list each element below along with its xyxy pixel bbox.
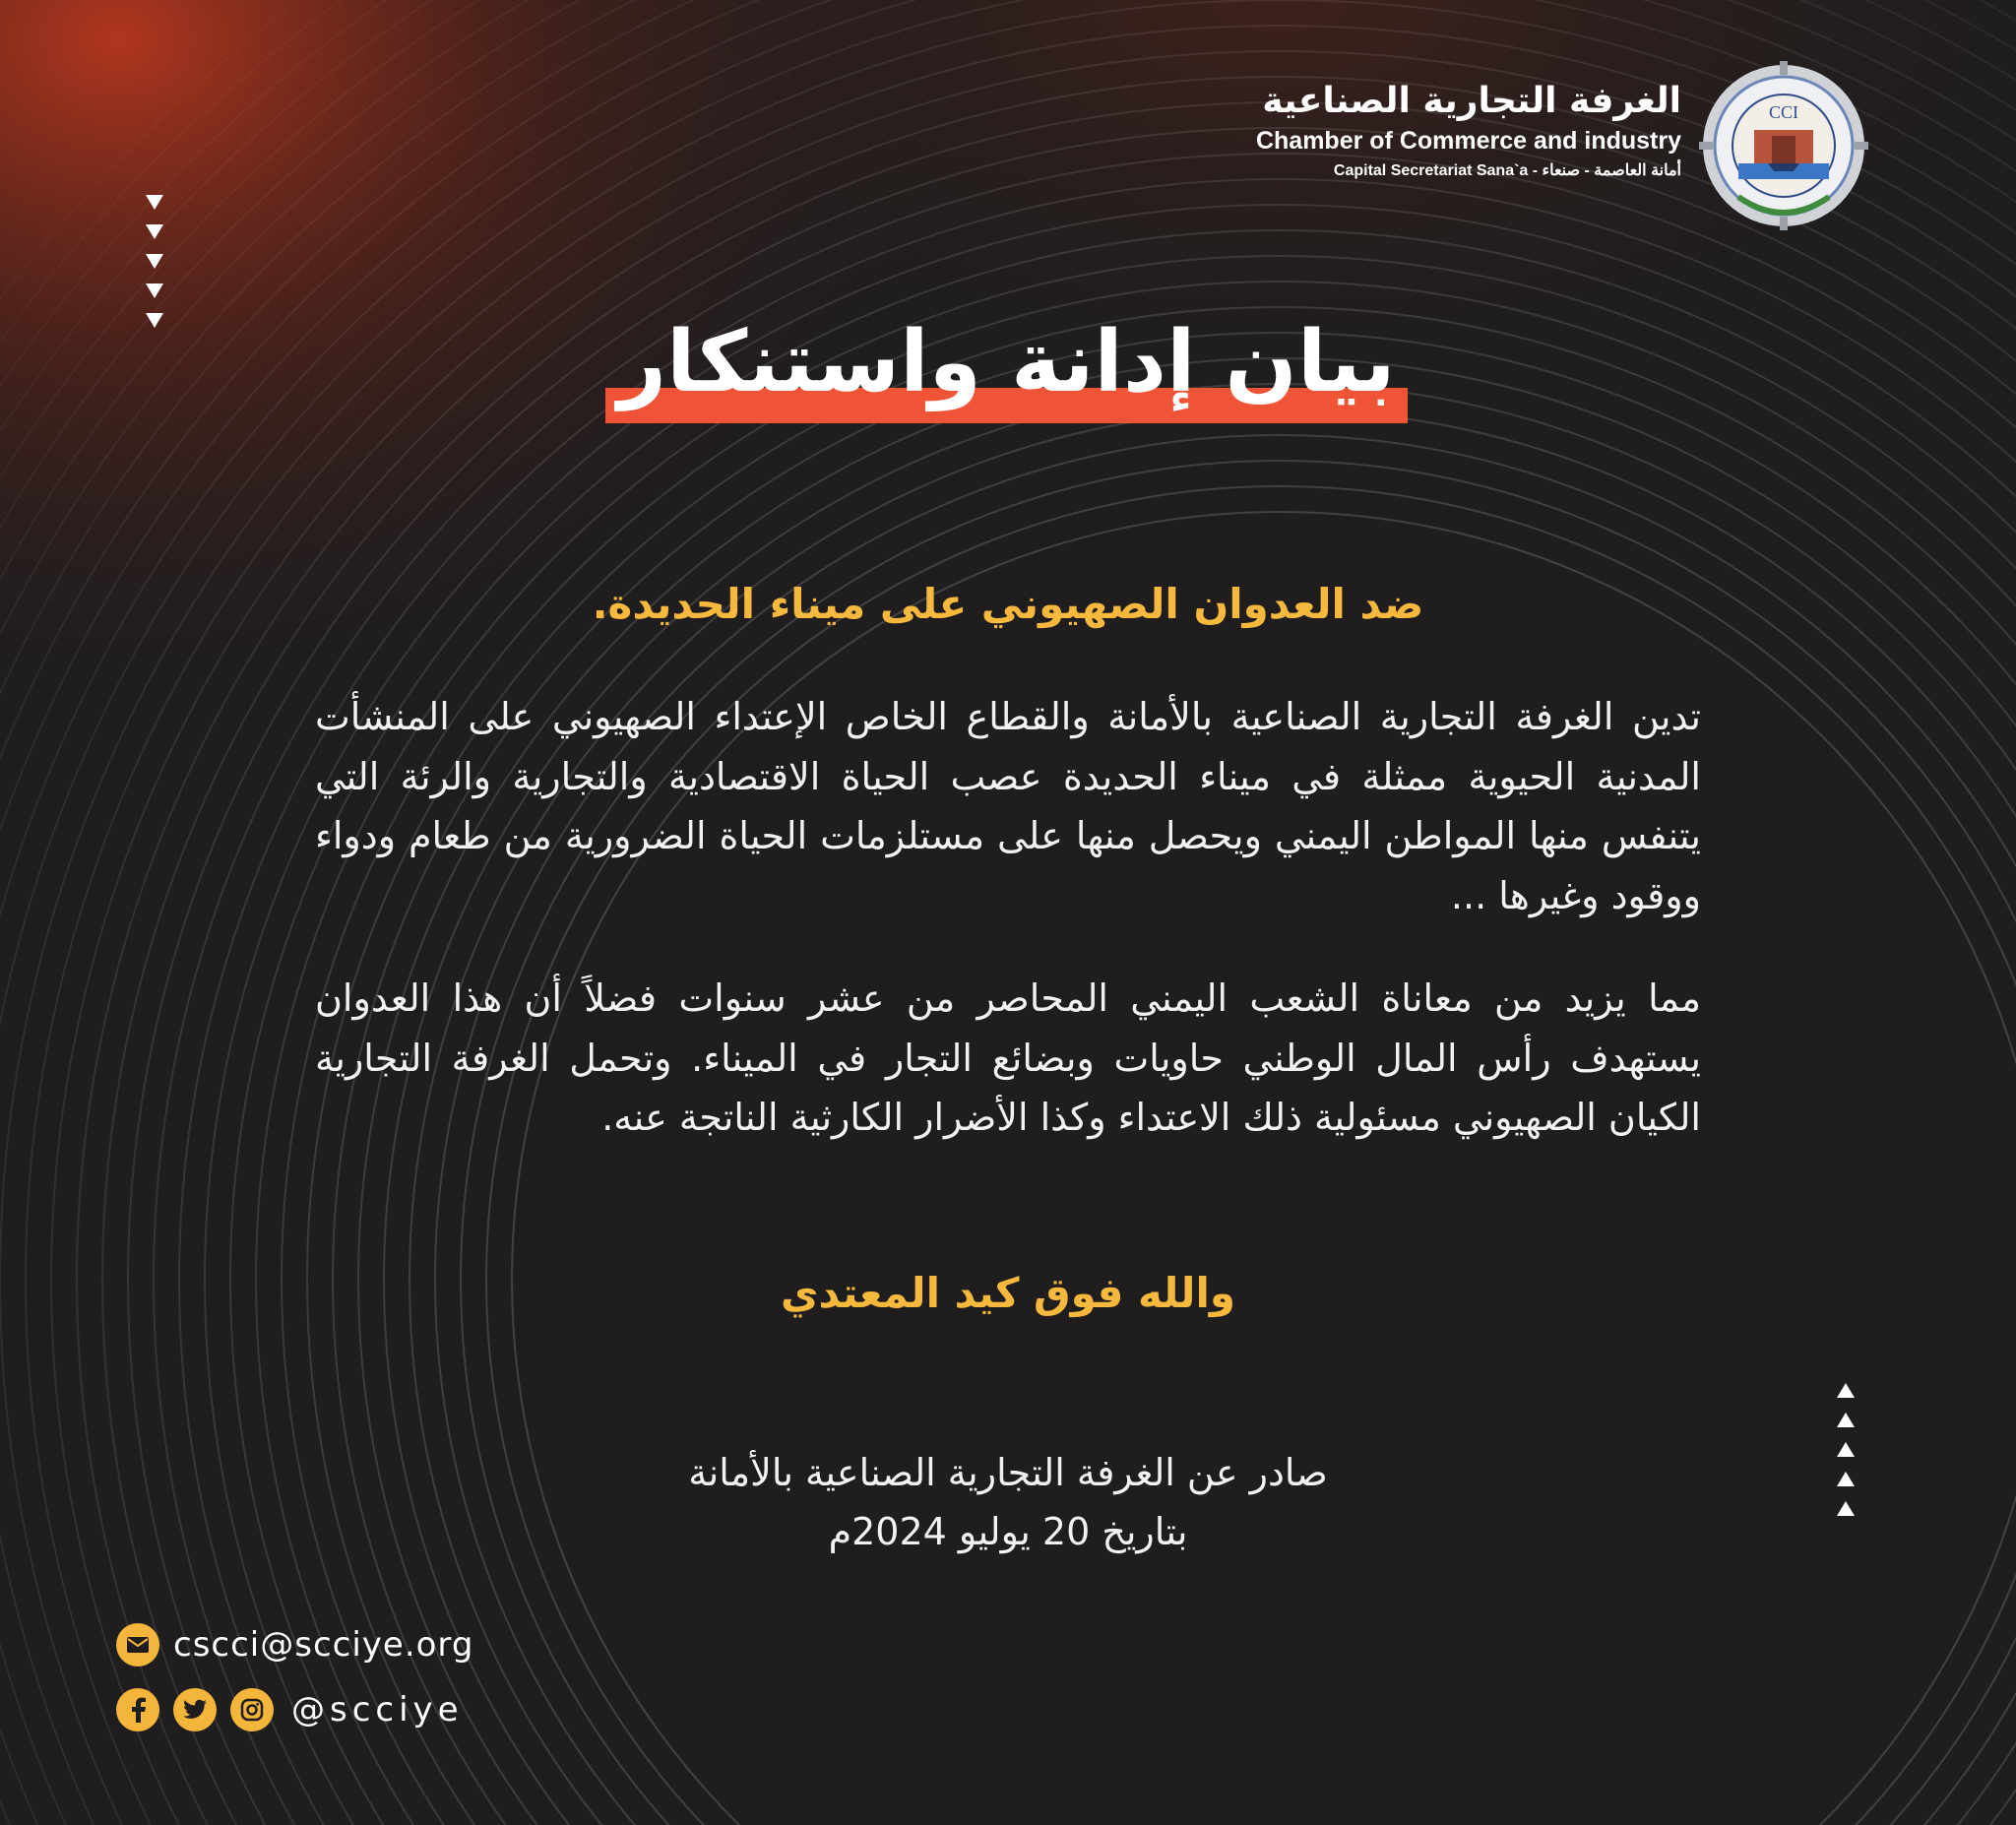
up-triangle-icon: [1837, 1413, 1855, 1428]
chamber-logo: [1699, 61, 1868, 230]
page-title: بيان إدانة واستنكار: [617, 313, 1396, 411]
down-triangle-icon: [146, 313, 163, 329]
email-row: [116, 1622, 473, 1668]
header: [1120, 57, 1868, 234]
up-triangle-icon: [1837, 1501, 1855, 1517]
up-triangle-icon: [1837, 1442, 1855, 1458]
up-triangle-icon: [1837, 1383, 1855, 1399]
up-triangle-icon: [1837, 1472, 1855, 1487]
facebook-icon[interactable]: [116, 1688, 159, 1731]
social-row: [116, 1687, 473, 1732]
down-triangle-icon: [146, 195, 163, 211]
down-triangle-icon: [146, 283, 163, 299]
logo-text: CCI: [1768, 102, 1799, 122]
email-link[interactable]: cscci@scciye.org: [173, 1625, 474, 1665]
org-location: Capital Secretariat Sana`a - أمانة العاصمة - صنعاء: [1333, 162, 1681, 179]
org-name-arabic: الغرفة التجارية الصناعية: [1262, 81, 1681, 121]
issue-date: بتاريخ 20 يوليو 2024م: [828, 1510, 1188, 1553]
statement-paragraph-1: تدين الغرفة التجارية الصناعية بالأمانة والقطاع الخاص الإعتداء الصهيوني على المنشأت المدنية الحيوية ممثلة في ميناء الحديدة عصب الحياة الاقتصادية والتجارية والرئة التي يتنفس منها المواطن اليمني ويحصل منها على مستلزمات الحياة الضرورية من طعام ودواء ووقود وغيرها ...: [315, 695, 1701, 917]
statement-paragraph-2: مما يزيد من معاناة الشعب اليمني المحاصر من عشر سنوات فضلاً أن هذا العدوان يستهدف رأس المال الوطني حاويات وبضائع التجار في الميناء. وتحمل الغرفة التجارية الكيان الصهيوني مسئولية ذلك الاعتداء وكذا الأضرار الكارثية الناتجة عنه.: [315, 976, 1701, 1139]
instagram-icon[interactable]: [230, 1688, 274, 1731]
organization-name: [1256, 79, 1681, 185]
title-block: [605, 303, 1408, 427]
org-name-english: Chamber of Commerce and industry: [1255, 127, 1681, 155]
down-triangle-icon: [146, 224, 163, 240]
subtitle: ضد العدوان الصهيوني على ميناء الحديدة.: [592, 580, 1424, 628]
closing-line: والله فوق كيد المعتدي: [781, 1269, 1235, 1317]
down-triangle-icon: [146, 254, 163, 270]
decorative-down-arrows: [146, 195, 175, 343]
social-handle[interactable]: @scciye: [291, 1690, 464, 1730]
decorative-up-arrows: [1837, 1383, 1866, 1531]
email-icon: [116, 1623, 159, 1667]
issuer-line: صادر عن الغرفة التجارية الصناعية بالأمانة: [688, 1451, 1328, 1494]
contact-info: [116, 1622, 473, 1752]
twitter-icon[interactable]: [173, 1688, 217, 1731]
issuer-block: [512, 1443, 1504, 1561]
